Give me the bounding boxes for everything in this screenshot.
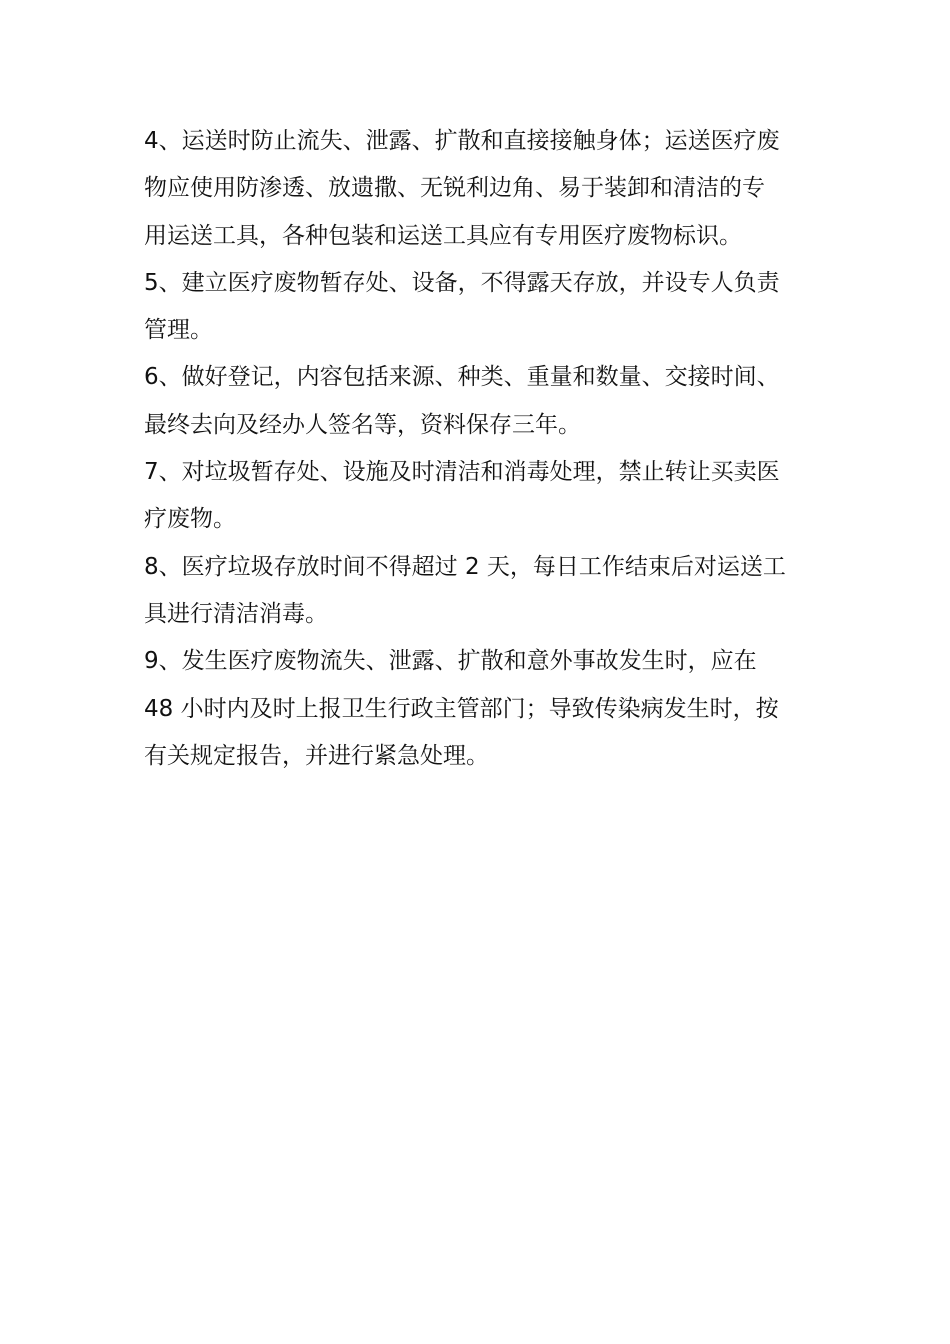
paragraph-item-6 xyxy=(144,354,810,449)
paragraph-item-9 xyxy=(144,638,810,780)
paragraph-line: 管理。 xyxy=(144,317,213,344)
paragraph-line: 5、建立医疗废物暂存处、设备，不得露天存放，并设专人负责 xyxy=(144,269,780,296)
paragraph-line: 48 小时内及时上报卫生行政主管部门；导致传染病发生时，按 xyxy=(144,695,779,722)
paragraph-line: 物应使用防渗透、放遗撒、无锐利边角、易于装卸和清洁的专 xyxy=(144,175,765,202)
paragraph-line: 7、对垃圾暂存处、设施及时清洁和消毒处理，禁止转让买卖医 xyxy=(144,459,780,486)
document-body xyxy=(144,118,810,780)
paragraph-line: 4、运送时防止流失、泄露、扩散和直接接触身体；运送医疗废 xyxy=(144,128,780,154)
paragraph-line: 具进行清洁消毒。 xyxy=(144,600,328,627)
paragraph-line: 有关规定报告，并进行紧急处理。 xyxy=(144,742,489,769)
paragraph-item-5 xyxy=(144,260,810,355)
paragraph-line: 9、发生医疗废物流失、泄露、扩散和意外事故发生时，应在 xyxy=(144,648,757,675)
paragraph-item-8 xyxy=(144,544,810,639)
paragraph-item-7 xyxy=(144,449,810,544)
paragraph-line: 最终去向及经办人签名等，资料保存三年。 xyxy=(144,411,581,438)
paragraph-line: 6、做好登记，内容包括来源、种类、重量和数量、交接时间、 xyxy=(144,364,780,391)
paragraph-line: 8、医疗垃圾存放时间不得超过 2 天，每日工作结束后对运送工 xyxy=(144,553,786,580)
paragraph-line: 用运送工具，各种包装和运送工具应有专用医疗废物标识。 xyxy=(144,222,742,249)
paragraph-item-4 xyxy=(144,118,810,260)
paragraph-line: 疗废物。 xyxy=(144,506,236,533)
